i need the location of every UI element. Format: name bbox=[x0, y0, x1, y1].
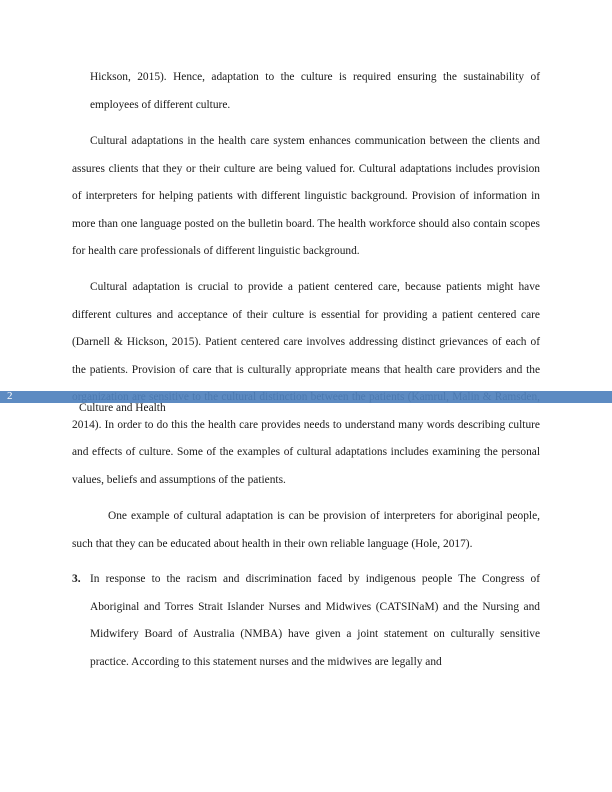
page-number: 2 bbox=[7, 390, 13, 402]
paragraph-continuation: Hickson, 2015). Hence, adaptation to the culture is required ensuring the sustainability of employees of different culture. bbox=[90, 71, 540, 111]
list-item-number: 3. bbox=[72, 573, 81, 585]
running-head: Culture and Health bbox=[79, 402, 166, 414]
list-item-text: In response to the racism and discrimination faced by indigenous people The Congress of Aboriginal and Torres Strait Islander Nurses and Midwives (CATSINaM) and the Nursing and Midwifery Board of Australia (NMBA) have given a joint statement on culturally sensitive practice. According to this statement nurses and the midwives are legally and bbox=[90, 573, 540, 668]
paragraph-interpreter-example: One example of cultural adaptation is can be provision of interpreters for aboriginal people, such that they can be educated about health in their own reliable language (Hole, 2017). bbox=[72, 510, 540, 550]
paragraph-cultural-adaptations: Cultural adaptations in the health care system enhances communication between the clients and assures clients that they or their culture are being valued for. Cultural adaptations includes provision of interpreters for helping patients with different linguistic background. Provision of information in more than one language posted on the bulletin board. The health workforce should also contain scopes for health care professionals of different linguistic background. bbox=[72, 135, 540, 257]
paragraph-patient-centered-care: Cultural adaptation is crucial to provide a patient centered care, because patients might have different cultures and acceptance of their culture is essential for providing a patient centered care (Darnell & Hickson, 2015). Patient centered care involves addressing distinct grievances of each of the patients. Provision of care that is culturally appropriate means that health care providers and the 2014). In order to do this the health care provides needs to understand many words describing culture and effects of culture. Some of the examples of cultural adaptations includes examining the personal values, beliefs and assumptions of the patients. bbox=[72, 281, 540, 486]
